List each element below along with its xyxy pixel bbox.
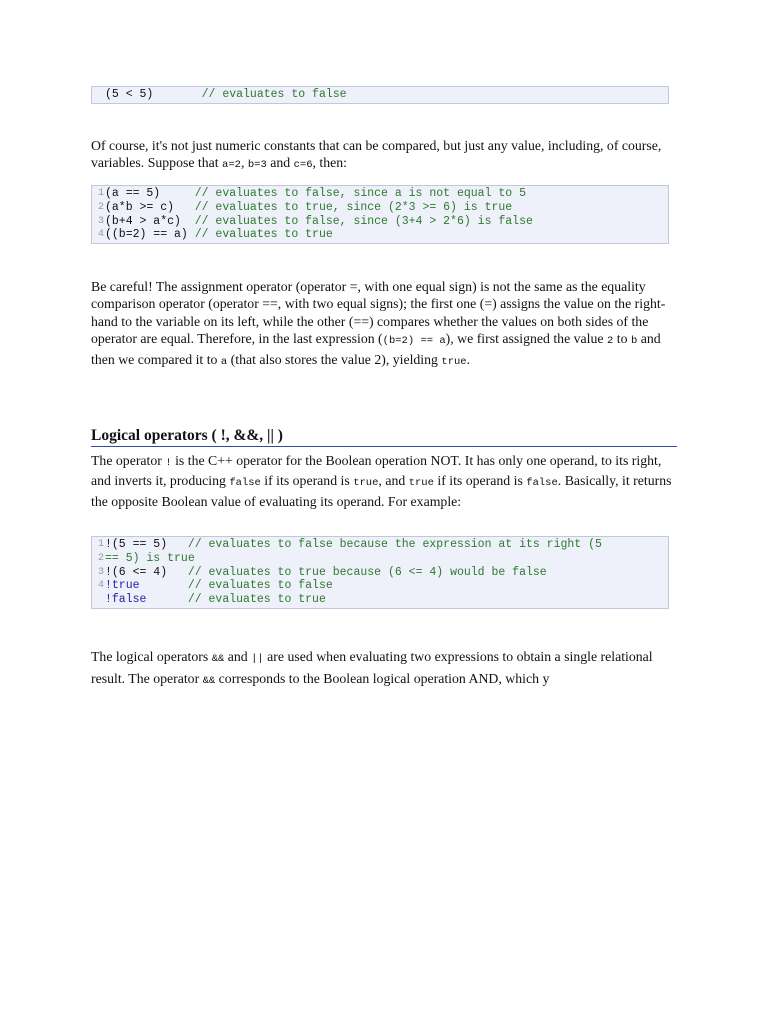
line-number: 1 [97,188,104,199]
text: and [224,649,252,664]
text: is the C++ operator for the Boolean operation NOT. It has only one operand, to its right, and inverts it, producing [91,453,662,489]
text: are used when evaluating two expressions to obtain a single relational result. The operator [91,649,653,686]
text: if its operand is [433,473,527,489]
line-number [92,88,105,102]
code-text: !false [105,593,188,607]
code-comment: == 5) is true [105,551,195,565]
inline-code: 2 [606,335,614,348]
code-comment: // evaluates to true [194,228,333,242]
code-comment: // evaluates to false, since a is not equal to 5 [194,187,526,200]
code-block-2 [91,185,669,244]
text: , [240,155,248,171]
code-comment: // evaluates to false [201,88,347,101]
code-line [92,538,668,552]
text: to [613,331,631,347]
code-text: !(5 == 5) [105,538,188,551]
inline-code: ! [165,457,172,469]
section-heading-logical-operators: Logical operators ( !, &&, || ) [91,427,677,447]
code-text: !true [105,579,188,593]
inline-code: true [353,477,379,490]
paragraph-comparison-intro [91,137,677,175]
paragraph-not-operator [91,452,677,510]
code-text: (b+4 > a*c) [105,214,195,228]
code-line [92,88,668,102]
paragraph-and-or-operators [91,647,677,691]
code-line [92,215,668,229]
text: and [266,155,294,171]
inline-code: false [526,477,558,490]
inline-code: (b=2) == a [382,335,446,348]
inline-code: true [441,355,467,368]
code-line [92,187,668,201]
line-number: 4 [97,229,104,241]
text: Of course, it's not just numeric constants that can be compared, but just any value, including, of course, variables. Suppose that [91,138,662,171]
code-comment: // evaluates to false [187,579,333,593]
inline-code: false [229,477,261,490]
inline-code: a=2 [222,159,241,172]
inline-code: && [211,653,225,665]
text: . Basically, it returns the opposite Boolean value of evaluating its operand. For example: [91,473,672,509]
text: . [466,351,471,367]
text: and then we compared it to [91,331,661,367]
inline-code: || [251,653,264,665]
text: The logical operators [91,649,212,664]
text: corresponds to the Boolean logical operation AND, which y [215,671,550,686]
text: , then: [312,155,347,171]
line-number: 3 [97,566,104,578]
inline-code: && [202,675,216,687]
code-comment: // evaluates to true [187,593,326,607]
code-comment: // evaluates to true, since (2*3 >= 6) is true [194,200,513,214]
code-text: (a == 5) [105,187,195,200]
code-line [92,579,668,593]
code-text: !(6 <= 4) [105,565,188,579]
paragraph-assignment-warning [91,278,677,371]
text: ), we first assigned the value [445,331,607,347]
code-text: ((b=2) == a) [105,228,195,242]
inline-code: a [220,355,228,368]
inline-code: b [630,335,638,348]
line-number: 3 [97,215,104,227]
inline-code: c=6 [293,159,313,172]
code-line [92,566,668,580]
code-text: (a*b >= c) [105,200,195,214]
code-block-1 [91,86,669,104]
text: Be careful! The assignment operator (operator =, with one equal sign) is not the same as the equality comparison operator (operator ==, with two equal signs); the first one (=) assigns the value on the right-hand to the variable on its left, while the other (==) compares whether the values on both sides of the operator are equal. Therefore, in the last expression ( [91,279,666,347]
inline-code: true [408,477,434,490]
text: (that also stores the value 2), yielding [227,351,442,367]
inline-code: b=3 [247,159,267,172]
text: if its operand is [260,473,354,489]
line-number: 1 [97,539,104,550]
line-number: 2 [97,201,104,213]
text: , and [378,473,409,489]
code-line [92,228,668,242]
code-comment: // evaluates to false, since (3+4 > 2*6) is false [194,214,533,228]
code-line [92,201,668,215]
line-number: 2 [97,552,104,564]
code-line [92,593,668,607]
text: The operator [91,453,166,468]
code-text: (5 < 5) [105,88,202,101]
code-comment: // evaluates to false because the expression at its right (5 [187,538,602,551]
line-number: 4 [97,580,104,592]
line-number [92,593,105,607]
code-block-3 [91,536,669,609]
code-line [92,552,668,566]
code-comment: // evaluates to true because (6 <= 4) would be false [187,565,547,579]
